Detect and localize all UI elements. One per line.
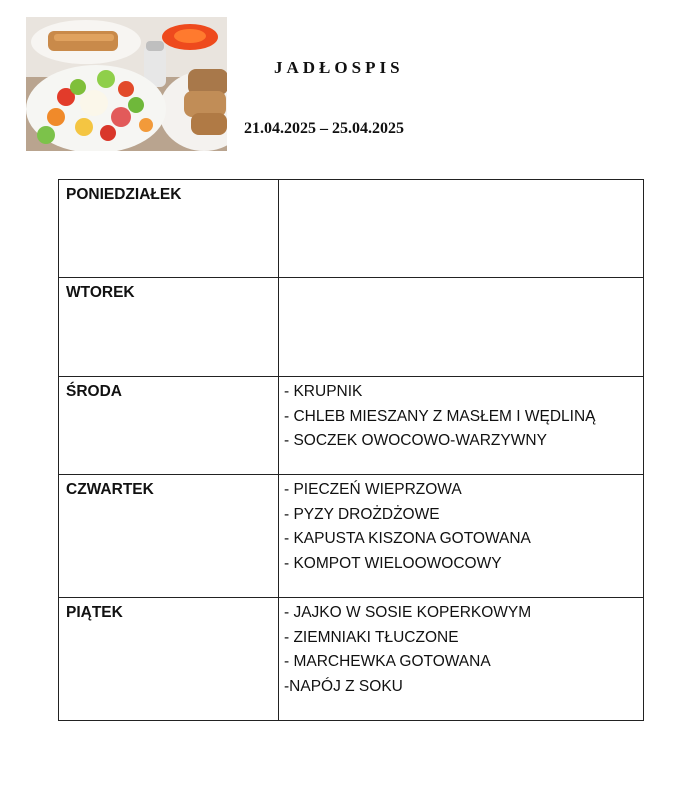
table-row: [59, 598, 644, 721]
dish-list: [279, 278, 644, 377]
dish-item: - CHLEB MIESZANY Z MASŁEM I WĘDLINĄ: [284, 407, 596, 425]
dish-list: [279, 180, 644, 278]
dish-item: - SOCZEK OWOCOWO-WARZYWNY: [284, 432, 547, 449]
dish-list: [279, 598, 644, 721]
page-title: JADŁOSPIS: [274, 58, 404, 77]
day-name: PONIEDZIAŁEK: [59, 180, 279, 278]
table-row: [59, 377, 644, 475]
dish-item: - JAJKO W SOSIE KOPERKOWYM: [284, 604, 532, 621]
dish-item: - KRUPNIK: [284, 383, 363, 400]
dish-item: - MARCHEWKA GOTOWANA: [284, 653, 491, 670]
dish-item: -NAPÓJ Z SOKU: [284, 677, 403, 695]
food-photo: [26, 17, 227, 151]
day-name: WTOREK: [59, 278, 279, 377]
day-name: ŚRODA: [59, 377, 279, 475]
dish-item: - ZIEMNIAKI TŁUCZONE: [284, 628, 459, 646]
date-range: 21.04.2025 – 25.04.2025: [244, 120, 404, 137]
dish-item: - KOMPOT WIELOOWOCOWY: [284, 554, 502, 572]
dish-list: [279, 377, 644, 475]
table-row: [59, 475, 644, 598]
table-row: [59, 278, 644, 377]
day-name: PIĄTEK: [59, 598, 279, 721]
dish-item: - PYZY DROŻDŻOWE: [284, 505, 440, 523]
day-name: CZWARTEK: [59, 475, 279, 598]
table-row: [59, 180, 644, 278]
menu-table: [58, 179, 644, 721]
dish-list: [279, 475, 644, 598]
dish-item: - KAPUSTA KISZONA GOTOWANA: [284, 530, 531, 547]
dish-item: - PIECZEŃ WIEPRZOWA: [284, 481, 462, 498]
